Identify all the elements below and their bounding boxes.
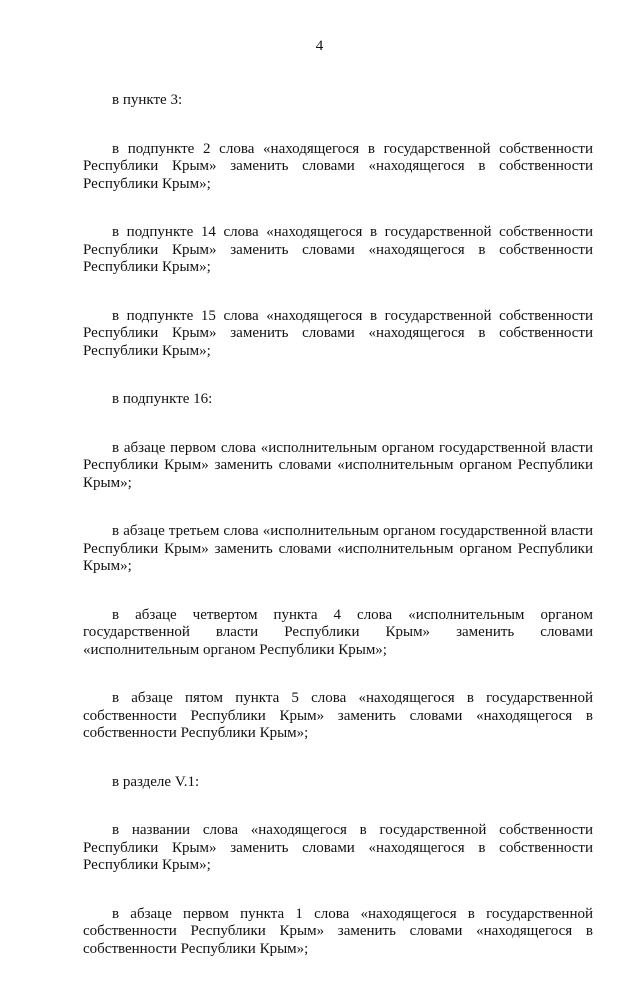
- paragraph-abzac-fourth: в абзаце четвертом пункта 4 слова «исполнительным органом государственной власти Республики Крым» заменить словами «исполнительным органом Республики Крым»;: [83, 606, 593, 658]
- page-number: 4: [315, 38, 324, 54]
- paragraph-subitem-16: в подпункте 16:: [112, 391, 213, 407]
- paragraph-subitem-2: в подпункте 2 слова «находящегося в государственной собственности Республики Крым» заменить словами «находящегося в собственности Республики Крым»;: [83, 140, 593, 192]
- paragraph-item-3: в пункте 3:: [112, 92, 183, 108]
- paragraph-subitem-14: в подпункте 14 слова «находящегося в государственной собственности Республики Крым» заменить словами «находящегося в собственности Республики Крым»;: [83, 224, 593, 275]
- paragraph-abzac-fifth: в абзаце пятом пункта 5 слова «находящегося в государственной собственности Республики Крым» заменить словами «находящегося в собственности Республики Крым»;: [83, 690, 593, 741]
- paragraph-subitem-15: в подпункте 15 слова «находящегося в государственной собственности Республики Крым» заменить словами «находящегося в собственности Республики Крым»;: [83, 307, 593, 359]
- paragraph-section-v1: в разделе V.1:: [112, 773, 200, 790]
- paragraph-title: в названии слова «находящегося в государственной собственности Республики Крым» заменить словами «находящегося в собственности Республики Крым»;: [83, 822, 593, 873]
- paragraph-abzac-first: в абзаце первом слова «исполнительным органом государственной власти Республики Крым» заменить словами «исполнительным органом Республики Крым»;: [83, 439, 593, 491]
- paragraph-abzac-third: в абзаце третьем слова «исполнительным органом государственной власти Республики Крым» заменить словами «исполнительным органом Республики Крым»;: [83, 523, 593, 574]
- document-body: [83, 92, 593, 989]
- paragraph-abzac-first-item-1: в абзаце первом пункта 1 слова «находящегося в государственной собственности Республики Крым» заменить словами «находящегося в собственности Республики Крым»;: [83, 905, 593, 957]
